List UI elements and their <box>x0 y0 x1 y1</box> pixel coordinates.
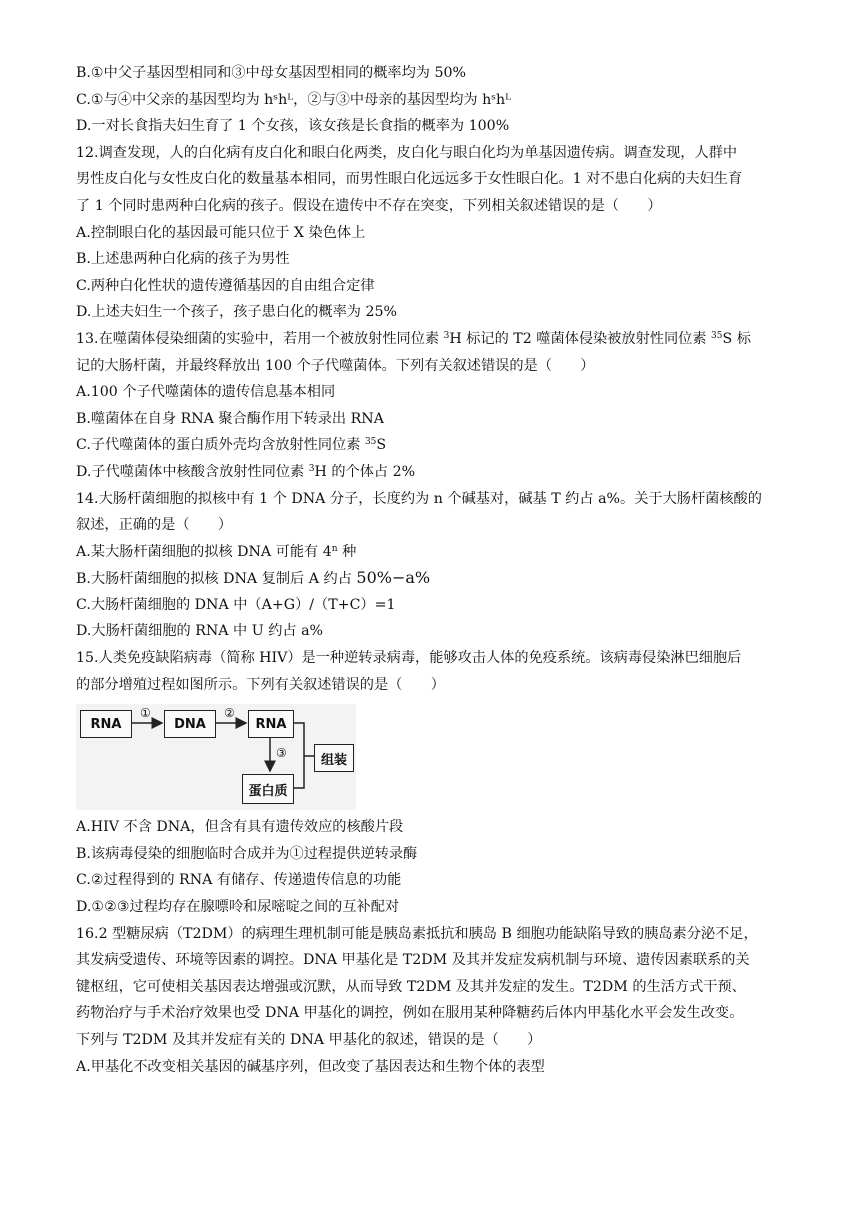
q16-stem-line-5: 下列与 T2DM 及其并发症有关的 DNA 甲基化的叙述，错误的是（ ） <box>76 1032 542 1048</box>
q13-stem-text-c: S 标 <box>722 330 751 347</box>
q13-superscript: 3 <box>443 330 450 341</box>
q15-option-c: C.②过程得到的 RNA 有储存、传递遗传信息的功能 <box>76 872 402 889</box>
q15-option-a: A.HIV 不含 DNA，但含有具有遗传效应的核酸片段 <box>76 819 404 836</box>
q15-stem-line-2: 的部分增殖过程如图所示。下列有关叙述错误的是（ ） <box>76 676 445 693</box>
q12-stem-line-3: 了 1 个同时患两种白化病的孩子。假设在遗传中不存在突变，下列相关叙述错误的是（ ） <box>76 197 662 214</box>
q13-option-c-text: C.子代噬菌体的蛋白质外壳均含放射性同位素 <box>76 437 365 454</box>
q16-stem-line-4: 药物治疗与手术治疗效果也受 DNA 甲基化的调控，例如在服用某种降糖药后体内甲基化水平会发生改变。 <box>76 1005 744 1022</box>
q14-option-a <box>76 539 786 566</box>
diagram-step-3: ③ <box>276 746 287 761</box>
q12-stem-line-2: 男性皮白化与女性皮白化的数量基本相同，而男性眼白化远远多于女性眼白化。1 对不患白化病的夫妇生育 <box>76 171 743 188</box>
diagram-step-1: ① <box>140 706 151 721</box>
q12-option-c: C.两种白化性状的遗传遵循基因的自由组合定律 <box>76 277 375 294</box>
q16-option-a: A.甲基化不改变相关基因的碱基序列，但改变了基因表达和生物个体的表型 <box>76 1058 545 1075</box>
q11-option-b: B.①中父子基因型相同和③中母女基因型相同的概率均为 50% <box>76 65 467 81</box>
q14-stem-line-1: 14.大肠杆菌细胞的拟核中有 1 个 DNA 分子，长度约为 n 个碱基对，碱基 T 约占 a%。关于大肠杆菌核酸的 <box>76 490 762 507</box>
q13-stem-text-b: H 标记的 T2 噬菌体侵染被放射性同位素 <box>449 330 712 347</box>
exam-page <box>76 60 786 1080</box>
q13-stem-text-a: 13.在噬菌体侵染细菌的实验中，若用一个被放射性同位素 <box>76 330 444 347</box>
q13-stem-line-2: 记的大肠杆菌，并最终释放出 100 个子代噬菌体。下列有关叙述错误的是（ ） <box>76 357 595 374</box>
diagram-box-assembly: 组装 <box>314 744 354 772</box>
q13-superscript: 3 <box>308 463 315 474</box>
q14-option-a-text: A.某大肠杆菌细胞的拟核 DNA 可能有 4 <box>76 543 332 560</box>
q15-option-b: B.该病毒侵染的细胞临时合成并为①过程提供逆转录酶 <box>76 845 418 862</box>
q13-option-b: B.噬菌体在自身 RNA 聚合酶作用下转录出 RNA <box>76 410 384 427</box>
q13-superscript: 35 <box>364 437 377 448</box>
diagram-box-protein: 蛋白质 <box>242 774 294 804</box>
q12-option-b: B.上述患两种白化病的孩子为男性 <box>76 251 290 268</box>
q14-math-expression: 50%−a% <box>356 568 431 588</box>
q13-superscript: 35 <box>711 330 723 341</box>
q13-option-c <box>76 432 786 459</box>
q13-option-d-text: D.子代噬菌体中核酸含放射性同位素 <box>76 463 309 480</box>
q13-option-c-text-b: S <box>376 437 387 454</box>
q16-stem-line-3: 键枢纽，它可使相关基因表达增强或沉默，从而导致 T2DM 及其并发症的发生。T2DM 的生活方式干预、 <box>76 978 746 995</box>
q14-option-b <box>76 565 786 592</box>
q14-option-c: C.大肠杆菌细胞的 DNA 中（A+G）/（T+C）=1 <box>76 596 396 613</box>
q11-option-d: D.一对长食指夫妇生育了 1 个女孩，该女孩是长食指的概率为 100% <box>76 118 510 135</box>
q15-stem-line-1: 15.人类免疫缺陷病毒（简称 HIV）是一种逆转录病毒，能够攻击人体的免疫系统。该病毒侵染淋巴细胞后 <box>76 650 742 667</box>
q16-stem-line-2: 其发病受遗传、环境等因素的调控。DNA 甲基化是 T2DM 及其并发症发病机制与环境、遗传因素联系的关 <box>76 952 750 969</box>
diagram-step-2: ② <box>224 706 235 721</box>
diagram-box-dna: DNA <box>164 710 216 738</box>
q14-option-d: D.大肠杆菌细胞的 RNA 中 U 约占 a% <box>76 623 324 640</box>
diagram-box-rna-2: RNA <box>248 710 294 738</box>
q14-option-b-text: B.大肠杆菌细胞的拟核 DNA 复制后 A 约占 <box>76 571 357 588</box>
diagram-box-rna-1: RNA <box>80 710 132 738</box>
q11-option-c: C.①与④中父亲的基因型均为 hˢhᴸ，②与③中母亲的基因型均为 hˢhᴸ <box>76 91 512 108</box>
q14-superscript: n <box>331 543 338 554</box>
q13-stem-line-1 <box>76 326 786 353</box>
q13-option-a: A.100 个子代噬菌体的遗传信息基本相同 <box>76 384 336 401</box>
q14-option-a-text-b: 种 <box>337 543 357 560</box>
q15-option-d: D.①②③过程均存在腺嘌呤和尿嘧啶之间的互补配对 <box>76 899 400 916</box>
q12-option-a: A.控制眼白化的基因最可能只位于 X 染色体上 <box>76 224 366 241</box>
q16-stem-line-1: 16.2 型糖尿病（T2DM）的病理生理机制可能是胰岛素抵抗和胰岛 B 细胞功能缺陷导致的胰岛素分泌不足， <box>76 925 758 942</box>
q13-option-d-text-b: H 的个体占 2% <box>314 463 416 480</box>
q13-option-d <box>76 459 786 486</box>
q12-stem-line-1: 12.调查发现，人的白化病有皮白化和眼白化两类，皮白化与眼白化均为单基因遗传病。调查发现，人群中 <box>76 144 738 161</box>
q12-option-d: D.上述夫妇生一个孩子，孩子患白化的概率为 25% <box>76 304 397 321</box>
q14-stem-line-2: 叙述，正确的是（ ） <box>76 517 233 534</box>
hiv-replication-diagram <box>76 704 356 810</box>
